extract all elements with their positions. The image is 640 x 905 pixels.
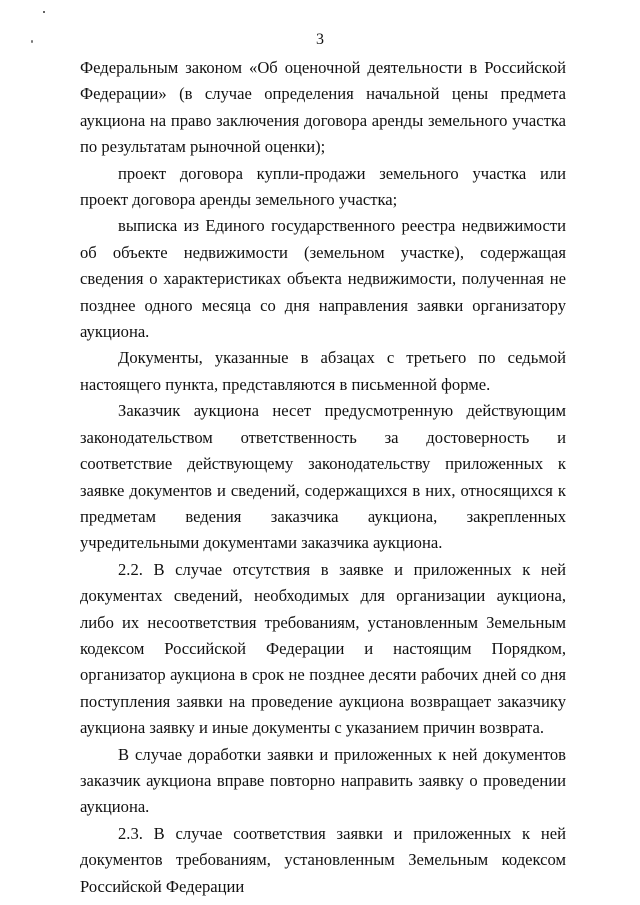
- paragraph-written-form: Документы, указанные в абзацах с третьего по седьмой настоящего пункта, представляются в письменной форме.: [80, 348, 566, 394]
- scan-speck: [43, 11, 45, 13]
- paragraph-resubmission: В случае доработки заявки и приложенных к ней документов заказчик аукциона вправе повторно направить заявку о проведении аукциона.: [80, 744, 566, 817]
- paragraph-customer-responsibility: Заказчик аукциона несет предусмотренную действующим законодательством ответственность за достоверность и соответствие действующему законодательству приложенных к заявке документов и сведений, содержащихся в них, относящихся к предметам ведения заказчика аукциона, закрепленных учредительными документами заказчика аукциона.: [80, 401, 566, 553]
- page-number: 3: [316, 31, 324, 48]
- paragraph-2-3: 2.3. В случае соответствия заявки и приложенных к ней документов требованиям, установленным Земельным кодексом Российской Федерации: [80, 823, 566, 896]
- paragraph-draft-contract: проект договора купли-продажи земельного участка или проект договора аренды земельного участка;: [80, 163, 566, 210]
- paragraph-2-2: 2.2. В случае отсутствия в заявке и приложенных к ней документах сведений, необходимых для организации аукциона, либо их несоответствия требованиям, установленным Земельным кодексом Российской Федерации и настоящим Порядком, организатор аукциона в срок не позднее десяти рабочих дней со дня поступления заявки на проведение аукциона возвращает заказчику аукциона заявку и иные документы с указанием причин возврата.: [80, 559, 566, 738]
- paragraph-law-reference: Федеральным законом «Об оценочной деятельности в Российской Федерации» (в случае определения начальной цены предмета аукциона на право заключения договора аренды земельного участка по результатам рыночной оценки);: [80, 58, 566, 157]
- paragraph-registry-extract: выписка из Единого государственного реестра недвижимости об объекте недвижимости (земельном участке), содержащая сведения о характеристиках объекта недвижимости, полученная не позднее одного месяца со дня направления заявки организатору аукциона.: [80, 216, 566, 342]
- document-body: [80, 55, 566, 900]
